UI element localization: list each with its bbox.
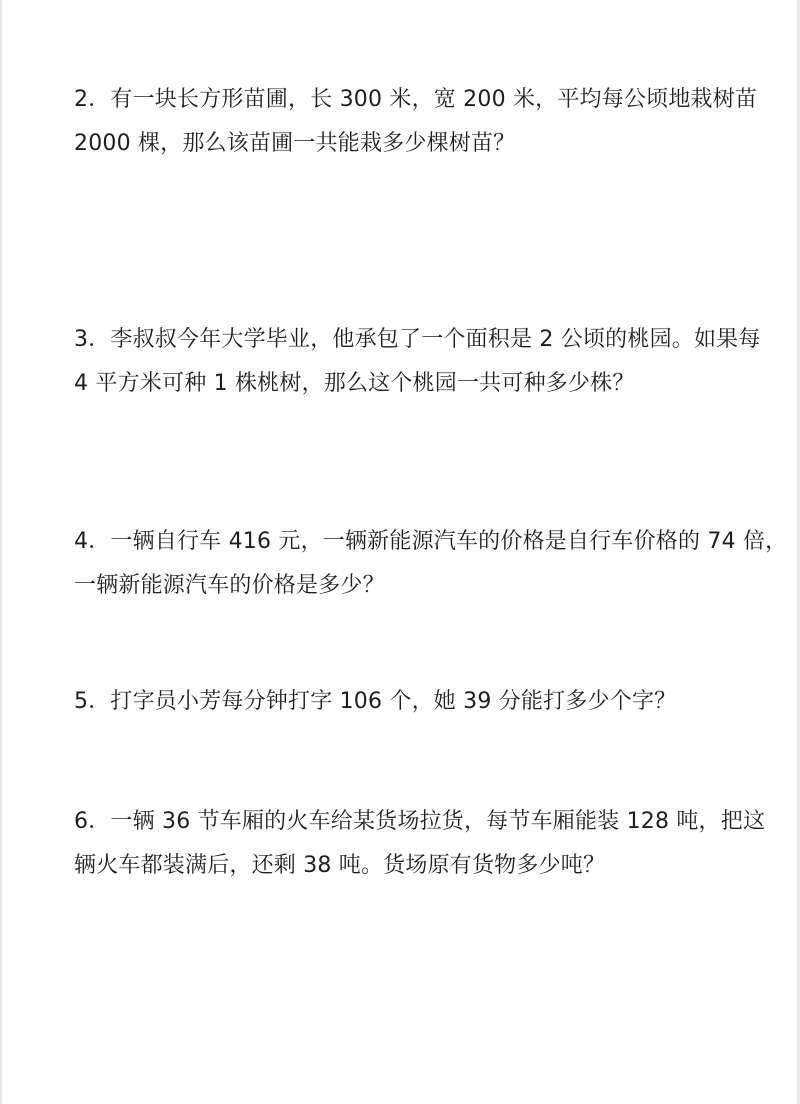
problem-line: 2000 棵，那么该苗圃一共能栽多少棵树苗？ xyxy=(74,131,516,156)
problem-line: 一辆新能源汽车的价格是多少？ xyxy=(74,573,385,598)
problem-line: 4 平方米可种 1 株桃树，那么这个桃园一共可种多少株？ xyxy=(74,371,635,396)
problem-line: 5．打字员小芳每分钟打字 106 个，她 39 分能打多少个字？ xyxy=(74,689,677,714)
problem-3 xyxy=(74,318,761,406)
problem-line: 4．一辆自行车 416 元，一辆新能源汽车的价格是自行车价格的 74 倍， xyxy=(74,529,788,554)
problem-6 xyxy=(74,800,766,888)
problem-line: 3．李叔叔今年大学毕业，他承包了一个面积是 2 公顷的桃园。如果每 xyxy=(74,327,761,352)
problem-5 xyxy=(74,680,734,724)
problem-line: 辆火车都装满后，还剩 38 吨。货场原有货物多少吨？ xyxy=(74,853,606,878)
problem-2 xyxy=(74,78,758,166)
problem-line: 2．有一块长方形苗圃，长 300 米，宽 200 米，平均每公顷地栽树苗 xyxy=(74,87,758,112)
page-left-edge xyxy=(0,0,2,1104)
problem-4 xyxy=(74,520,788,608)
problem-line: 6．一辆 36 节车厢的火车给某货场拉货，每节车厢能装 128 吨，把这 xyxy=(74,809,766,834)
